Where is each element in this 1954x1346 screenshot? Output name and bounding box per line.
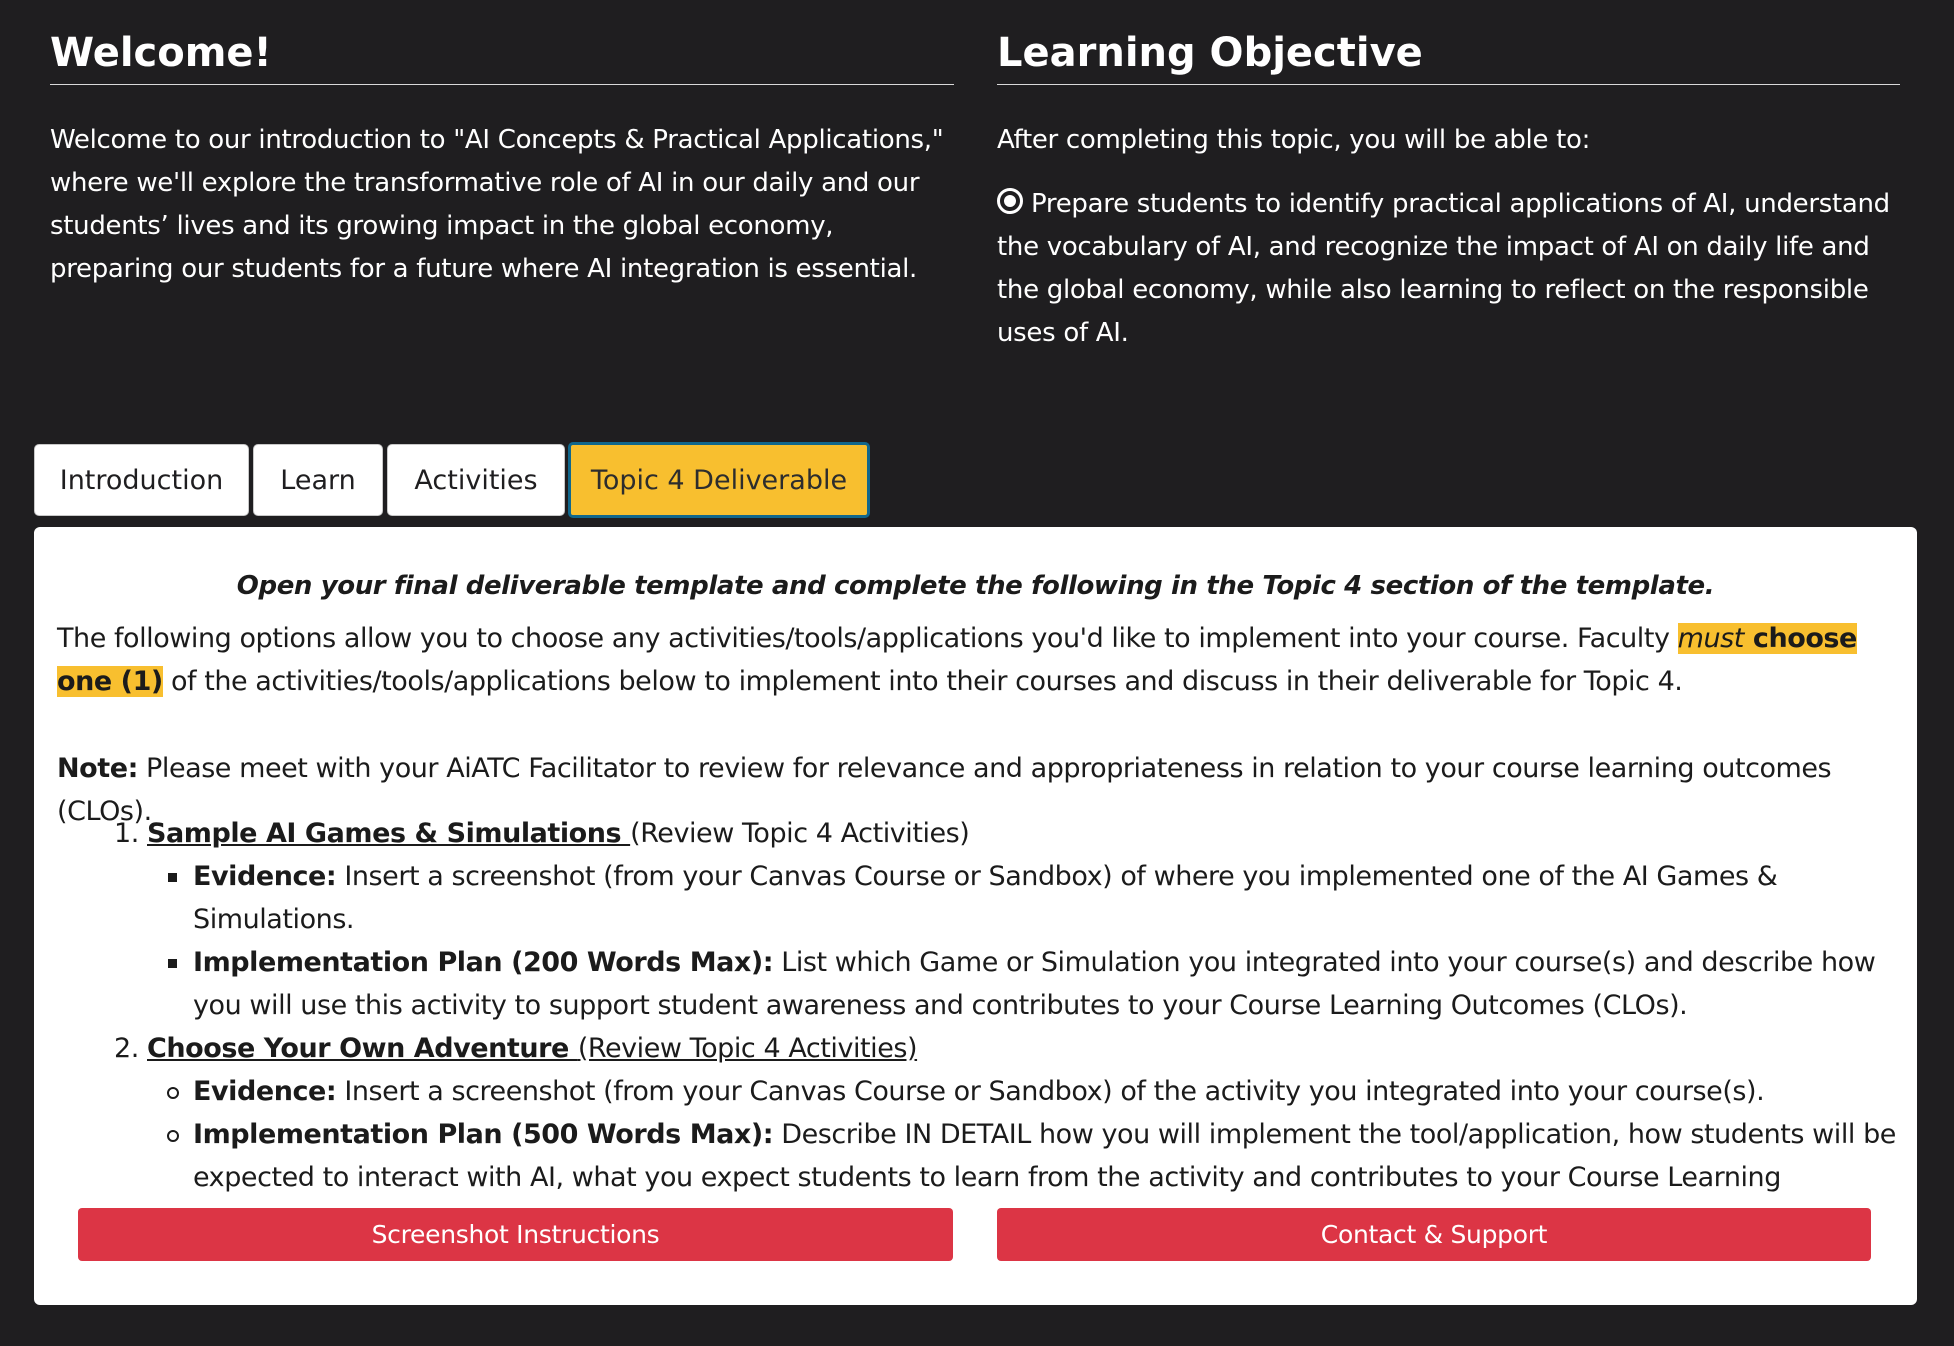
- objective-item: [997, 183, 1900, 355]
- review-topic-4-activities-link[interactable]: (Review Topic 4 Activities): [577, 1033, 918, 1064]
- sub-list-item: [57, 1070, 1897, 1113]
- circle-bullet-icon: [167, 1087, 179, 1099]
- screenshot-instructions-button[interactable]: Screenshot Instructions: [78, 1208, 953, 1261]
- evidence-label: Evidence:: [193, 861, 337, 892]
- intro-text-end: of the activities/tools/applications below to implement into their courses and discuss in their deliverable for Topic 4.: [162, 666, 1683, 697]
- evidence-label: Evidence:: [193, 1076, 337, 1107]
- item-number: 1.: [114, 818, 139, 849]
- welcome-title: Welcome!: [50, 24, 954, 85]
- sample-ai-games-link[interactable]: Sample AI Games & Simulations: [147, 818, 631, 849]
- deliverable-heading: Open your final deliverable template and complete the following in the Topic 4 section of the template.: [236, 571, 1715, 601]
- tab-learn[interactable]: Learn: [253, 444, 383, 516]
- welcome-text: Welcome to our introduction to "AI Concepts & Practical Applications," where we'll explore the transformative role of AI in our daily and our students’ lives and its growing impact in the global economy, preparing our students for a future where AI integration is essential.: [50, 125, 944, 284]
- sub-list-item: [57, 941, 1897, 1027]
- square-bullet-icon: [168, 873, 177, 882]
- objective-lead: After completing this topic, you will be able to:: [997, 125, 1591, 155]
- learning-objective-section: [997, 24, 1900, 355]
- review-reference: (Review Topic 4 Activities): [630, 818, 970, 849]
- plan-text: Describe IN DETAIL how you will implement the tool/application, how students will be expected to interact with AI, what you expect students to learn from the activity and contributes to your Course Learning: [193, 1119, 1896, 1193]
- note-text: Please meet with your AiATC Facilitator to review for relevance and appropriateness in relation to your course learning outcomes (CLOs).: [57, 753, 1832, 827]
- tab-activities[interactable]: Activities: [387, 444, 565, 516]
- square-bullet-icon: [168, 959, 177, 968]
- list-item: [57, 812, 1897, 855]
- intro-text-start: The following options allow you to choose any activities/tools/applications you'd like to implement into your course. Faculty: [57, 623, 1678, 654]
- circle-bullet-icon: [167, 1130, 179, 1142]
- objective-title: Learning Objective: [997, 24, 1900, 85]
- tab-panel-deliverable: [34, 527, 1917, 1305]
- plan-label: Implementation Plan (200 Words Max):: [193, 947, 774, 978]
- note-label: Note:: [57, 753, 138, 784]
- options-list: [57, 812, 1897, 1242]
- tab-topic-4-deliverable[interactable]: Topic 4 Deliverable: [568, 442, 870, 518]
- plan-label: Implementation Plan (500 Words Max):: [193, 1119, 774, 1150]
- evidence-text: Insert a screenshot (from your Canvas Course or Sandbox) of the activity you integrated into your course(s).: [336, 1076, 1765, 1107]
- list-item: [57, 1027, 1897, 1070]
- target-icon: [997, 188, 1023, 214]
- item-number: 2.: [114, 1033, 139, 1064]
- contact-support-button[interactable]: Contact & Support: [997, 1208, 1871, 1261]
- plan-text: List which Game or Simulation you integrated into your course(s) and describe how you will use this activity to support student awareness and contributes to your Course Learning Outcomes (CLOs).: [193, 947, 1876, 1021]
- deliverable-intro: [57, 617, 1897, 703]
- choose-one-text: choose one (1): [57, 623, 1857, 697]
- sub-list-item: [57, 855, 1897, 941]
- objective-text: Prepare students to identify practical applications of AI, understand the vocabulary of AI, and recognize the impact of AI on daily life and the global economy, while also learning to reflect on the responsible uses of AI.: [997, 189, 1890, 348]
- tab-introduction[interactable]: Introduction: [34, 444, 249, 516]
- must-text: must: [1677, 623, 1744, 654]
- choose-your-own-adventure-link[interactable]: Choose Your Own Adventure: [147, 1033, 578, 1064]
- welcome-section: [50, 24, 954, 291]
- evidence-text: Insert a screenshot (from your Canvas Course or Sandbox) of where you implemented one of the AI Games & Simulations.: [193, 861, 1778, 935]
